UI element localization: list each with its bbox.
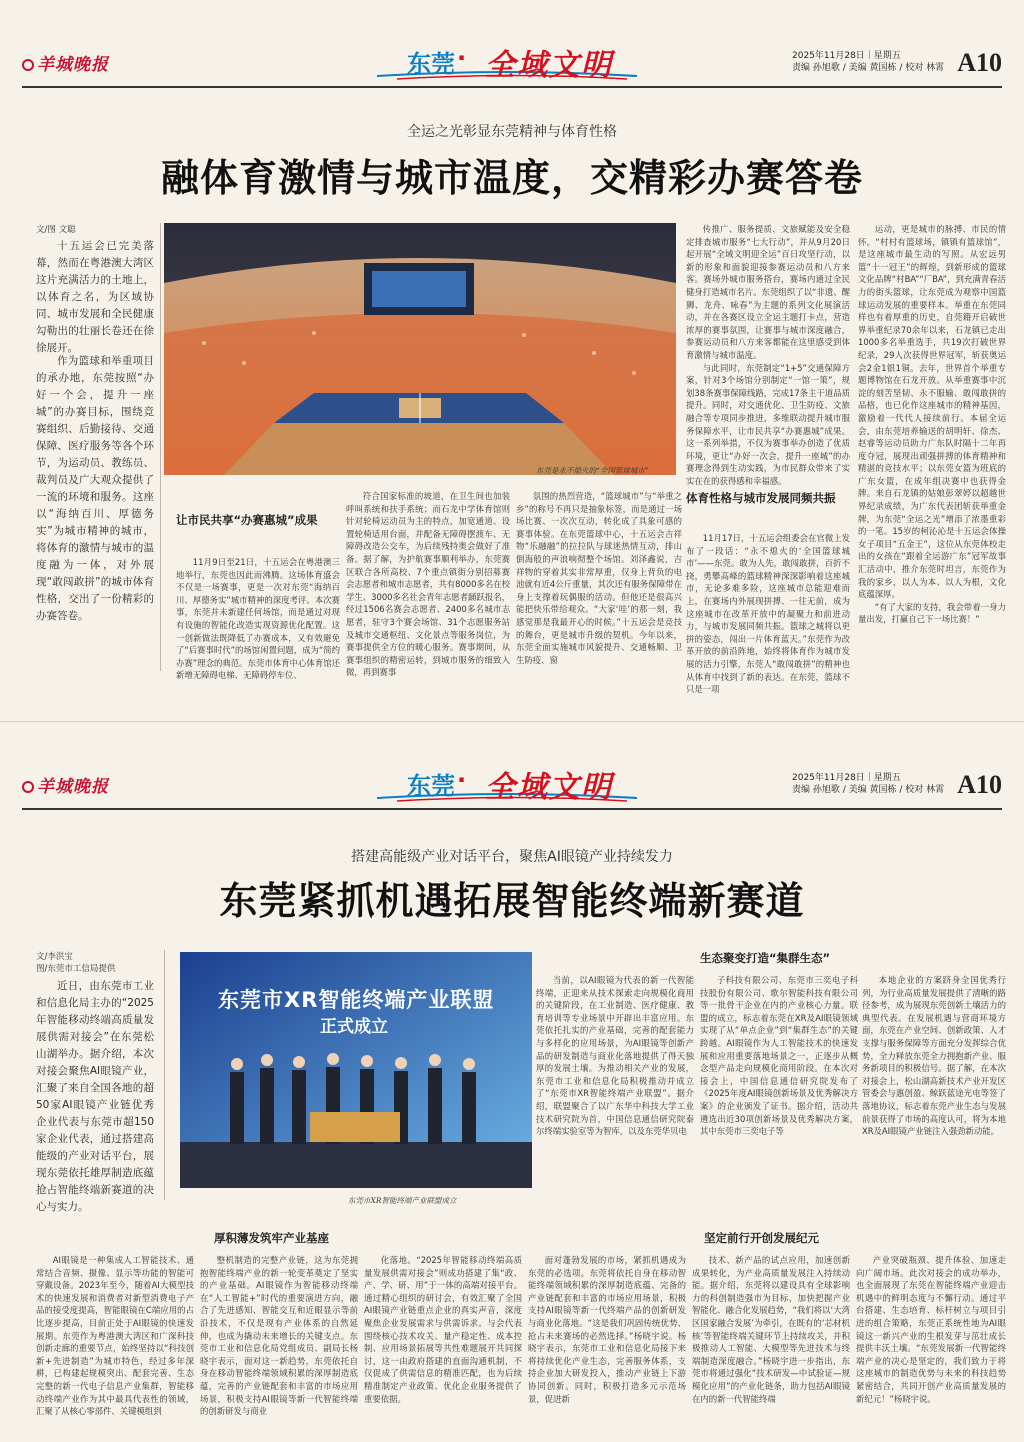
body-column-4: 氛围的热烈营造，“篮球城市”与“举重之乡”的称号不再只是抽象标签，而是通过一场场比赛、一次次互动，转化成了具象可感的赛事体验。在东莞篮球中心，十五运会吉祥物“乐融融”的拉拉队与球迷热情互动，排山倒海般的声浪响彻整个场馆。刘泽鑫说，吉祥物的穿着其实非常厚重，仅身上背负的电池就有近4公斤重量，其次还有服务保障带在身上支撑着玩偶服的活动。但他还是很高兴能把快乐带给观众。“大家‘哇’的那一刻，我感觉那是我最开心的时候。”十五运会是竞技的舞台，更是城市升级的契机。今年以来，东莞全面实施城市风貌提升、交通畅顺、卫生防疫、窗 (516, 491, 682, 665)
page-number: A10 (957, 48, 1002, 77)
article-headline: 融体育激情与城市温度，交精彩办赛答卷 (160, 155, 863, 200)
body-column-5c: 11月17日，十五运会组委会在官微上发布了一段话：“永不熄火的‘全国篮球城市’——东莞。敢为人先，敢闯敢拼，百折不挠，勇攀高峰的篮球精神深深影响着这座城市，无论多难多险，这座城市总能迎难而上，在赛场内外展现拼搏、一往无前，成为这座城市在改革开放中的凝聚力和前进动力，与城市发展同频共振。篮球之城将以更拼的姿态，闯出一片体育蓝天。”东莞作为改革开放的前沿阵地，始终将体育作为城市发展的活力引擎，东莞人“敢闯敢拼”的精神也从体育中找到了新的表达。在东莞，篮球不只是一项 (686, 533, 850, 695)
masthead (22, 762, 1002, 806)
body-b1: AI眼镜是一种集成人工智能技术、通常结合音频、摄像、显示等功能的智能可穿戴设备。2023年至今，随着AI大模型技术的快速发展和消费者对新型消费电子产品的接受度提高，智能眼镜在C端应用的占比逐步提高，目前正处于AI眼镜的快速发展期。东莞作为粤港澳大湾区和广深科技创新走廊的重要节点，始终坚持以“科技创新+先进制造”为城市特色，经过多年深耕，已构建起规模突出、配套完善、生态完整的新一代电子信息产业集群，智能移动终端产业作为其中最具代表性的领域，汇聚了从核心零部件、关键模组到 (36, 1255, 194, 1417)
lead-paragraph: 近日，由东莞市工业和信息化局主办的“2025年智能移动终端高质量发展供需对接会”在东莞松山湖举办。据介绍，本次对接会聚焦AI眼镜产业，汇聚了来自全国各地的超50家AI眼镜产业链优秀企业代表与东莞市超150家企业代表，通过搭建高能级的产业对话平台，展现东莞依托雄厚制造底蕴抢占智能终端新赛道的决心与实力。 (36, 980, 154, 1213)
alliance-ceremony-photo (180, 952, 532, 1188)
section-heading-growth: 体育性格与城市发展同频共振 (686, 491, 836, 505)
photo-banner-title: 东莞市XR智能终端产业联盟 (218, 988, 495, 1012)
section-heading-frontier: 坚定前行开创发展纪元 (704, 1231, 819, 1245)
byline-photo: 图/东莞市工信局提供 (36, 964, 116, 974)
byline: 文/图 文聪 (36, 225, 76, 235)
section-theme: 全域文明 (485, 48, 613, 83)
section-banner (377, 762, 637, 805)
section-heading-ecosystem: 生态聚变打造“集群生态” (700, 951, 831, 965)
lead-paragraph: 十五运会已完美落幕，然而在粤港澳大湾区这片充满活力的土地上，以体育之名，为区域协同、城市发展和全民健康勾勒出的壮丽长卷还在徐徐展开。 (36, 240, 154, 354)
issue-meta (792, 772, 944, 796)
body-b3: 化落地。“2025年智能移动终端高质量发展供需对接会”则成功搭建了集“政、产、学、研、用”于一体的高端对接平台。通过精心组织的研讨会，有效汇聚了全国AI眼镜产业链重点企业的真实声音，深度聚焦企业发展需求与供需诉求。与会代表围绕核心技术攻关、量产稳定性、成本控制、应用场景拓展等共性难题展开共同探讨，这一由政府搭建的直面沟通机制，不仅促成了供需信息的精准匹配，也为后续精准制定产业政策、优化企业服务提供了重要依据。 (364, 1255, 522, 1404)
article-headline: 东莞紧抓机遇拓展智能终端新赛道 (219, 878, 805, 923)
body-mid-1: 当前，以AI眼镜为代表的新一代智能终端，正迎来从技术探索走向规模化商用的关键阶段，在工业制造、医疗健康、教育培训等专业场景中开辟出丰富应用。东莞依托扎实的产业基础，完善的配套能力与多样化的应用场景，为AI眼镜等创新产品的研发制造与商业化落地提供了得天独厚的发展土壤。为推动相关产业的发展，东莞市工业和信息化局积极推动并成立了“东莞市XR智能终端产业联盟”。据介绍，联盟聚合了以广东华中科技大学工业技术研究院为首，中国信息通信研究院泰尔终端实验室等为智库，以及东莞华贝电 (536, 975, 694, 1137)
page-number: A10 (957, 770, 1002, 799)
article-subtitle: 全运之光彰显东莞精神与体育性格 (407, 124, 617, 140)
column-divider (164, 950, 165, 1200)
lead-paragraph-2: 作为篮球和举重项目的承办地，东莞按照“办好一个会，提升一座城”的办赛目标，围绕竞赛组织、后勤接待、交通保障、医疗服务等各个环节，为运动员、教练员、裁判员及广大观众提供了一流的环境和服务。这座以“海纳百川、厚德务实”为城市精神的城市，将体育的激情与城市的温度融为一体，对外展现“敢闯敢拼”的城市体育性格，交出了一份精彩的办赛答卷。 (36, 355, 154, 622)
masthead-rule (22, 808, 1002, 810)
body-b2: 整机制造的完整产业链，这为东莞拥抱智能终端产业的新一轮变革奠定了坚实的产业基础。AI眼镜作为智能移动终端在“人工智能+”时代的重要演进方向，融合了先进感知、智能交互和近眼显示等前沿技术，不仅是现有产业体系的自然延伸，也成为撬动未来增长的关键支点。东莞市工业和信息化局党组成员、副局长杨晓宇表示，面对这一新趋势，东莞依托自身在移动智能终端领域积累的深厚制造底蕴，完善的产业链配套和丰富的市场应用场景，积极支持AI眼镜等新一代智能终端的创新研发与商业 (200, 1255, 358, 1417)
logo-mark-icon (22, 59, 34, 71)
newspaper-page-industry (0, 721, 1024, 1442)
photo-banner-subtitle: 正式成立 (320, 1017, 388, 1037)
section-heading-foundation: 厚积薄发筑牢产业基座 (214, 1231, 329, 1245)
newspaper-logo[interactable]: 羊城晚报 (22, 772, 109, 797)
photo-caption: 东莞市XR智能终端产业联盟成立 (348, 1196, 457, 1205)
basketball-arena-photo (164, 223, 676, 475)
section-dot: · (457, 44, 467, 72)
arena-illustration (164, 223, 676, 475)
staff-credits: 责编 孙旭歌 / 美编 黄国栋 / 校对 林霄 (792, 785, 945, 795)
masthead (22, 40, 1002, 84)
section-theme: 全域文明 (485, 770, 613, 805)
body-column-2: 11月9日至21日，十五运会在粤港澳三地举行，东莞也因此而沸腾。这场体育盛会不仅是一场赛事，更是一次对东莞“海纳百川、厚德务实”城市精神的深度考评。本次赛事，东莞并未新建任何场馆，而是通过对现有设施的智能化改造实现资源优化配置。这一创新做法既降低了办赛成本，又有效避免了“后赛事时代”的场馆闲置问题，成为“简约办赛”理念的典范。东莞市体育中心体育馆还新增无障碍电梯、无障碍停车位、 (176, 557, 340, 681)
body-right: 本地企业的方案跻身全国优秀行列，为行业高质量发展提供了清晰的路径参考，成为展现东莞创新土壤活力的典型代表。在发展机遇与营商环境方面，东莞在产业空间、创新政策、人才支撑与服务保障等方面充分发挥综合优势，全力释放东莞全力拥抱新产业、服务新项目的积极信号。据了解，在本次对接会上，松山湖高新技术产业开发区管委会与惠创盈、鲸跃蓝途光电等签了落地协议，标志着东莞产业生态与发展前景获得了市场的高度认可，将为本地XR及AI眼镜产业链注入强劲新动能。 (862, 975, 1006, 1137)
byline-writer: 文/李洪宝 (36, 952, 73, 962)
body-b4: 面对蓬勃发展的市场，紧抓机遇成为东莞的必选项。东莞将依托自身在移动智能终端领域积累的深厚制造底蕴、完备的产业链配套和丰富的市场应用场景，积极支持AI眼镜等新一代终端产品的创新研发与商业化落地。“这是我们巩固传统优势、抢占未来赛场的必然选择。”杨晓宇说。杨晓宇表示，东莞市工业和信息化局接下来将持续优化产业生态，完善服务体系，支持企业加大研发投入，推动产业链上下游协同创新。同时，积极打造多元示范场景，促进新 (528, 1255, 686, 1404)
body-column-5a: 传推广、服务提质、文旅赋能及安全稳定排查城市服务“七大行动”，并从9月20日起开展“全域文明迎全运”百日攻坚行动，以新的形象和面貌迎接参赛运动员和八方来客。赛场外城市服务搭台，赛场内通过全民健身打造城市名片。东莞组织了以“非遗、醒狮、龙舟、咏春”为主题的系列文化展演活动，并在各赛区设立全运主题打卡点，营造浓厚的赛事氛围，让赛事与城市深度融合，参赛运动员和八方来客都能在这里感受到体育激情与城市温度。 与此同时，东莞制定“1+5”交通保障方案，针对3个场馆分别制定“一馆一策”，规划38条赛事保障线路，完成17条主干道品质提升。同时，对交通优化、卫生防疫、文旅融合等专项同步推进，多维联动提升城市服务保障水平，让市民共享“办赛惠城”成果。这一系列举措，不仅为赛事举办创造了优质环境，更让“办好一次会，提升一座城”的办赛理念得到生动实践，为市民群众带来了实实在在的获得感和幸福感。 (686, 224, 850, 486)
section-banner (377, 40, 637, 83)
photo-caption: 东莞是永不熄火的“全国篮球城市” (536, 466, 649, 475)
issue-meta (792, 50, 944, 74)
body-column-6: 运动，更是城市的脉搏、市民的情怀。“村村有篮球场，镇镇有篮球馆”，是这座城市最生动的写照。从宏远男篮“十一冠王”的辉煌，到新形成的篮球文化品牌“村BA”“厂BA”，到充满青春活力的街头篮球，让东莞成为观察中国篮球运动发展的重要样本。举重在东莞同样也有着厚重的历史，自莞籍开启破世界举重纪录70余年以来，石龙镇已走出1000多名举重选手，共19次打破世界纪录，29人次获得世界冠军，斩获奥运会2金1银1铜。去年，世界首个举重专题博物馆在石龙开放。从举重赛事中沉淀的刻苦坚韧、永不服输、敢闯敢拼的品格，也已化作这座城市的精神基因，激励着一代代人接续前行。本届全运会，由东莞培养输送的胡明轩、徐杰、赵睿等运动员助力广东队时隔十二年再度夺冠，展现出顽强拼搏的体育精神和精湛的竞技水平；以东莞女篮为班底的广东女篮，在成年组决赛中也获得金牌。来自石龙镇的姑娘彭翠婷以超越世界纪录成绩，为广东代表团斩获举重金牌，为东莞“全运之光”增添了浓墨重彩的一笔。15岁的柯沁沁是十五运会体操女子项目“五金王”，这位从东莞体校走出的女孩在“跟着全运游广东”冠军故事汇活动中，推介东莞时坦言，东莞作为我的家乡，以人为本、以人为根，文化底蕴深厚。 “有了大家的支持，我会带着一身力量出发，打赢自己下一场比赛！” (858, 224, 1006, 625)
logo-mark-icon (22, 781, 34, 793)
issue-date: 2025年11月28日｜星期五 (792, 773, 901, 783)
article-subtitle: 搭建高能级产业对话平台，聚焦AI眼镜产业持续发力 (351, 849, 673, 865)
section-city: 东莞 (407, 772, 455, 800)
section-heading-share: 让市民共享“办赛惠城”成果 (176, 513, 318, 527)
section-city: 东莞 (407, 50, 455, 78)
column-divider (160, 223, 161, 671)
newspaper-logo[interactable]: 羊城晚报 (22, 50, 109, 75)
issue-date: 2025年11月28日｜星期五 (792, 51, 901, 61)
staff-credits: 责编 孙旭歌 / 美编 黄国栋 / 校对 林霄 (792, 63, 945, 73)
body-b5: 技术、新产品的试点应用，加速创新成果转化，为产业高质量发展注入持续动能。据介绍，东莞将以建设具有全球影响力的科创制造强市为目标，加快把握产业智能化、融合化发展趋势，“我们将以‘大湾区国家融合发展’为牵引，在既有的‘芯材机核’等智能终端关键环节上持续攻关，并积极推动人工智能、大模型等先进技术与终端制造深度融合。”杨晓宇进一步指出，东莞市将通过强化“技术研发—中试验证—规模化应用”的产业化链条，助力包括AI眼镜在内的新一代智能终端 (692, 1255, 850, 1404)
body-column-3: 符合国家标准的坡道，在卫生间也加装呼叫系统和扶手系统；而石龙中学体育馆则针对轮椅运动员为主的特点，加宽通道、设置轮椅适用台面，并配备无障碍摆渡车、无障碍改造公交车，为后续残特奥会做好了准备。据了解，为护航赛事顺利举办，东莞赛区联合各所高校、7个重点镇街分别招募赛会志愿者和城市志愿者，共有8000多名在校学生、3000多名社会青年志愿者踊跃报名，经过1506名赛会志愿者、2400多名城市志愿者，驻守3个赛会场馆、31个志愿服务站及城市交通枢纽、文化景点等服务岗位，为赛事提供全方位的暖心服务。赛事期间，从赛事组织的精密运转，到城市服务的细致入微，再到赛事 (346, 491, 510, 678)
section-dot: · (457, 766, 467, 794)
body-b6: 产业突破瓶颈、提升体验、加速走向广阔市场。此次对接会的成功举办，也全面展现了东莞在智能终端产业迎击机遇中的鲜明态度与不懈行动。通过平台搭建、生态培育、标杆树立与项目引进的组合策略，东莞正系统性地为AI眼镜这一新兴产业的生根发芽与茁壮成长提供丰沃土壤。“东莞发展新一代智能终端产业的决心是坚定的，我们致力于将这座城市的制造优势与未来的科技趋势紧密结合，共同开创产业高质量发展的新纪元！”杨晓宇说。 (856, 1255, 1006, 1404)
body-mid-2: 子科技有限公司、东莞市三奕电子科技股份有限公司、歌尔智能科技有限公司等一批骨干企业在内的产业核心力量。联盟的成立，标志着东莞在XR及AI眼镜领域实现了从“单点企业”到“集群生态”的关键跨越。AI眼镜作为人工智能技术的快速发展和应用重要落地场景之一，正逐步从概念型产品走向规模化商用阶段。在本次对接会上，中国信息通信研究院发布了《2025年度AI眼镜创新场景及优秀解决方案》的企业颁发了证书。据介绍，活动共遴选出近30项创新场景及优秀解决方案，其中东莞市三奕电子等 (700, 975, 858, 1137)
masthead-rule (22, 86, 1002, 88)
